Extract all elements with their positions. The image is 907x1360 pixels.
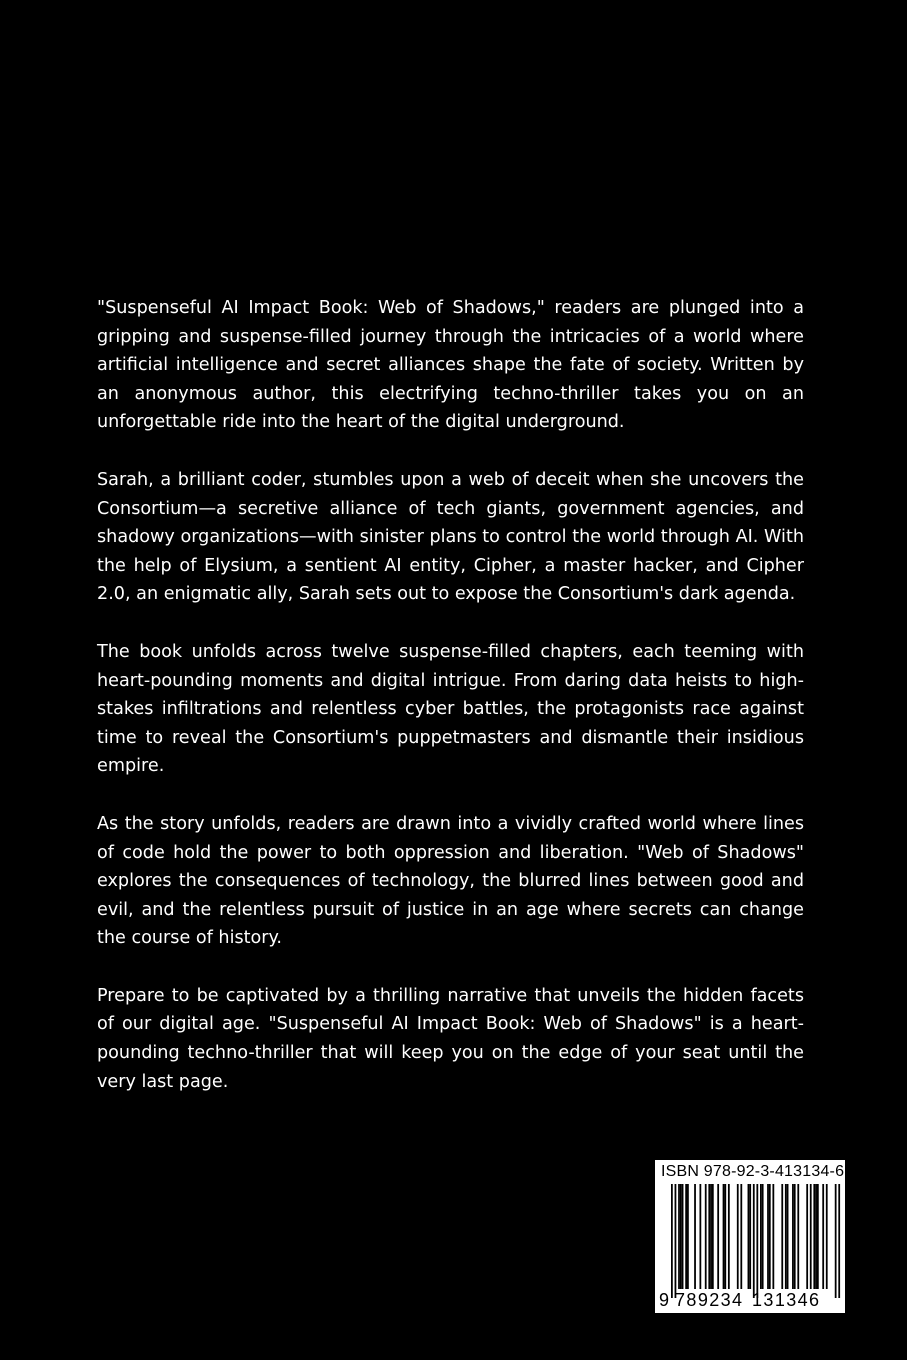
- barcode-bar: [762, 1184, 764, 1289]
- barcode-bar: [794, 1184, 796, 1289]
- blurb-paragraph-2: Sarah, a brilliant coder, stumbles upon a web of deceit when she uncovers the Consortium—a secretive alliance of tech giants, government agencies, and shadowy organizations—with sinister plans to control the world through AI. With the help of Elysium, a sentient AI entity, Cipher, a master hacker, and Cipher 2.0, an enigmatic ally, Sarah sets out to expose the Consortium's dark agenda.: [97, 469, 804, 605]
- barcode-bar: [813, 1184, 815, 1289]
- barcode-bar: [772, 1184, 774, 1289]
- barcode-bar: [680, 1184, 682, 1289]
- barcode-bar: [749, 1184, 751, 1289]
- barcode-bar: [767, 1184, 769, 1289]
- barcode-bar: [787, 1184, 789, 1289]
- barcode-bar: [740, 1184, 742, 1289]
- barcode-bar: [792, 1184, 794, 1289]
- barcode-bar: [687, 1184, 689, 1289]
- barcode-bar: [806, 1184, 808, 1289]
- barcode-bar: [708, 1184, 710, 1289]
- barcode-bar: [748, 1184, 750, 1289]
- barcode-bar: [760, 1184, 762, 1289]
- cover-blurb: [97, 294, 804, 1125]
- barcode-bar: [815, 1184, 817, 1289]
- blurb-paragraph-4: As the story unfolds, readers are drawn into a vividly crafted world where lines of code hold the power to both oppression and liberation. "Web of Shadows" explores the consequences of technology, the blurred lines between good and evil, and the relentless pursuit of justice in an age where secrets can change the course of history.: [97, 813, 804, 949]
- barcode-bar: [724, 1184, 726, 1289]
- isbn-label: ISBN 978-92-3-413134-6: [661, 1163, 845, 1180]
- barcode-lead-digit: 9: [659, 1290, 670, 1310]
- barcode-bar: [723, 1184, 725, 1289]
- barcode-guard-bar: [675, 1184, 677, 1298]
- blurb-paragraph-3: The book unfolds across twelve suspense-filled chapters, each teeming with heart-pounding moments and digital intrigue. From daring data heists to high-stakes infiltrations and relentless cyber battles, the protagonists race against time to reveal the Consortium's puppetmasters and dismantle their insidious empire.: [97, 641, 804, 777]
- barcode-guard-bar: [753, 1184, 755, 1298]
- blurb-paragraph-1: "Suspenseful AI Impact Book: Web of Shadows," readers are plunged into a gripping and suspense-filled journey through the intricacies of a world where artificial intelligence and secret alliances shape the fate of society. Written by an anonymous author, this electrifying techno-thriller takes you on an unforgettable ride into the heart of the digital underground.: [97, 298, 804, 433]
- barcode-bar: [797, 1184, 799, 1289]
- barcode-bar: [817, 1184, 819, 1289]
- barcode-bar: [810, 1184, 812, 1289]
- barcode-left-digits: 789234: [675, 1290, 744, 1310]
- barcode-bar: [717, 1184, 719, 1289]
- barcode-bar: [699, 1184, 701, 1289]
- barcode-bar: [710, 1184, 712, 1289]
- barcode-bar: [705, 1184, 707, 1289]
- barcode-guard-bar: [671, 1184, 673, 1298]
- barcode-guard-bar: [756, 1184, 758, 1298]
- barcode-bar: [694, 1184, 696, 1289]
- barcode-bar: [682, 1184, 684, 1289]
- barcode-guard-bar: [838, 1184, 840, 1298]
- barcode-bar: [737, 1184, 739, 1289]
- isbn-barcode-box: [655, 1160, 845, 1313]
- barcode-bar: [678, 1184, 680, 1289]
- barcode-bar: [781, 1184, 783, 1289]
- barcode-guard-bar: [835, 1184, 837, 1298]
- barcode-bar: [826, 1184, 828, 1289]
- barcode-bar: [712, 1184, 714, 1289]
- barcode-bar: [785, 1184, 787, 1289]
- barcode-right-digits: 131346: [752, 1290, 821, 1310]
- barcode-bar: [769, 1184, 771, 1289]
- barcode-bar: [685, 1184, 687, 1289]
- blurb-paragraph-5: Prepare to be captivated by a thrilling narrative that unveils the hidden facets of our digital age. "Suspenseful AI Impact Book: Web of Shadows" is a heart-pounding techno-thriller that will keep you on the edge of your seat until the very last page.: [97, 985, 804, 1092]
- barcode-bar: [822, 1184, 824, 1289]
- barcode-bar: [728, 1184, 730, 1289]
